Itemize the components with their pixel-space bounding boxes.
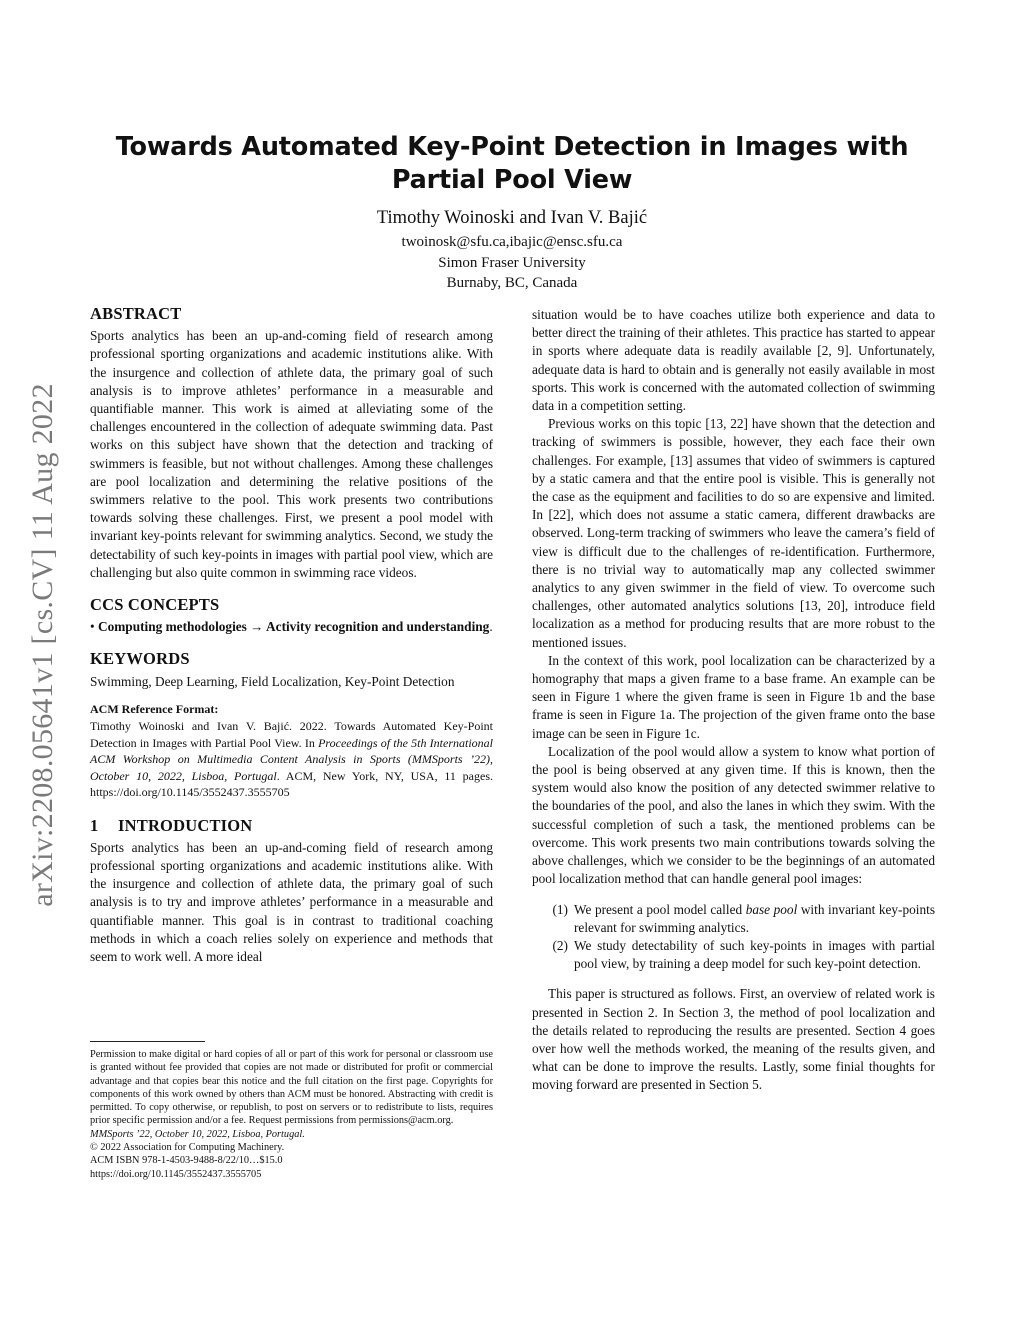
copyright-line: © 2022 Association for Computing Machinery. <box>90 1142 285 1154</box>
right-column <box>532 306 935 1095</box>
conference-name: MMSports ’22, October 10, 2022, Lisboa, Portugal. <box>90 1128 305 1140</box>
ccs-bullet: • <box>90 619 95 635</box>
ccs-concepts <box>90 618 493 636</box>
acm-ref-text <box>90 718 493 801</box>
copyright-footnote <box>90 1041 493 1181</box>
ccs-heading: CCS CONCEPTS <box>90 595 220 615</box>
intro-paragraph-1-continued: situation would be to have coaches utilize both experience and data to better direct the training of their athletes. This practice has started to appear in sports where adequate data is readily available [2, 9]. Unfortunately, adequate data is hard to obtain and is generally not easily available in most sports. This work is concerned with the automated collection of swimming data in a competition setting. <box>532 307 935 414</box>
author-email: twoinosk@sfu.ca,ibajic@ensc.sfu.ca <box>401 234 623 250</box>
contribution-number: (1) <box>552 901 568 917</box>
keywords-heading: KEYWORDS <box>90 649 190 669</box>
contributions-list <box>532 901 935 974</box>
acm-ref-heading: ACM Reference Format: <box>90 701 219 716</box>
paper-title: Towards Automated Key-Point Detection in Images with Partial Pool View <box>115 132 909 195</box>
footnote-rule <box>90 1041 205 1042</box>
affiliation <box>80 232 944 294</box>
conference-info <box>90 1128 493 1141</box>
acm-ref-venue: Proceedings of the 5th International ACM Workshop on Multimedia Content Analysis in Sports (MMSports ’22), October 10, 2022, Lisboa, Portugal <box>90 735 493 783</box>
abstract-heading: ABSTRACT <box>90 304 182 323</box>
contribution-item <box>532 937 935 973</box>
abstract-text: Sports analytics has been an up-and-coming field of research among professional sporting organizations and academic institutions alike. With the insurgence and collection of athlete data, the primary goal of such analysis is to improve athletes’ performance in a measurable and quantifiable manner. This work is aimed at alleviating some of the challenges encountered in the collection of adequate swimming data. Past works on this subject have shown that the detection and tracking of swimmers is feasible, but not without challenges. Among these challenges are pool localization and determining the relative positions of the swimmers relative to the pool. This work presents two contributions towards solving these challenges. First, we present a pool model with invariant key-points relevant for swimming analytics. Second, we study the detectability of such key-points in images with partial pool view, which are challenging but also quite common in swimming race videos. <box>90 328 493 580</box>
ccs-end: . <box>489 619 493 635</box>
intro-title: INTRODUCTION <box>118 815 253 835</box>
intro-paragraph-3: In the context of this work, pool localization can be characterized by a homography that maps a given frame to a base frame. An example can be seen in Figure 1 where the given frame is seen in Figure 1b and the base frame is seen in Figure 1a. The projection of the given frame onto the base image can be seen in Figure 1c. <box>532 652 935 741</box>
contribution-text: We present a pool model called base pool with invariant key-points relevant for swimming analytics. <box>574 901 935 935</box>
keywords-text: Swimming, Deep Learning, Field Localization, Key-Point Detection <box>90 673 455 689</box>
intro-paragraph-2: Previous works on this topic [13, 22] have shown that the detection and tracking of swimmers is possible, however, they each face their own challenges. For example, [13] assumes that video of swimmers is captured by a static camera and that the entire pool is visible. This is generally not the case as the equipment and facilities to do so are expensive and limited. In [22], which does not assume a static camera, different drawbacks are observed. Long-term tracking of swimmers who leave the camera’s field of view is difficult due to the challenges of re-identification. Furthermore, there is no trivial way to automatically map any collected swimmer analytics to any given swimmer in the field of view. To overcome such challenges, other automated analytics solutions [13, 20], introduce field localization as a method for producing results that are more robust to the mentioned issues. <box>532 416 935 650</box>
left-column <box>90 305 493 966</box>
doi-link[interactable]: https://doi.org/10.1145/3552437.3555705 <box>90 1168 262 1180</box>
intro-number: 1 <box>90 815 99 835</box>
isbn-line: ACM ISBN 978-1-4503-9488-8/22/10…$15.0 <box>90 1155 283 1167</box>
intro-paragraph-1: Sports analytics has been an up-and-coming field of research among professional sporting organizations and academic institutions alike. With the insurgence and collection of athlete data, the primary goal of such analysis is to try and improve athletes’ performance in a measurable and quantifiable manner. This goal is in contrast to traditional coaching methods in which a coach relies solely on experience and methods that seem to work well. A more ideal <box>90 839 493 964</box>
arxiv-stamp <box>8 345 78 945</box>
location: Burnaby, BC, Canada <box>446 275 578 291</box>
contribution-item <box>532 901 935 937</box>
permission-notice: Permission to make digital or hard copies of all or part of this work for personal or classroom use is granted without fee provided that copies are not made or distributed for profit or commercial advantage and that copies bear this notice and the full citation on the first page. Copyrights for components of this work owned by others than ACM must be honored. Abstracting with credit is permitted. To copy otherwise, or republish, to post on servers or to redistribute to lists, requires prior specific permission and/or a fee. Request permissions from permissions@acm.org. <box>90 1049 493 1127</box>
acm-ref-tail: . ACM, New York, NY, USA, 11 pages. https://doi.org/10.1145/3552437.3555705 <box>90 768 493 800</box>
authors: Timothy Woinoski and Ivan V. Bajić <box>376 208 648 228</box>
contribution-text: We study detectability of such key-points in images with partial pool view, by training a deep model for such key-point detection. <box>574 937 935 972</box>
intro-heading <box>90 817 493 835</box>
contribution-number: (2) <box>552 937 568 953</box>
acm-ref-lead: Timothy Woinoski and Ivan V. Bajić. 2022. Towards Automated Key-Point Detection in Images with Partial Pool View. In <box>90 719 493 750</box>
university: Simon Fraser University <box>438 254 586 271</box>
arxiv-id: arXiv:2208.05641v1 [cs.CV] 11 Aug 2022 <box>26 383 59 907</box>
intro-paragraph-5: This paper is structured as follows. First, an overview of related work is presented in Section 2. In Section 3, the method of pool localization and the details related to reproducing the results are presented. Section 4 goes over how well the methods worked, the meaning of the results given, and what can be done to improve the results. Lastly, some finial thoughts for moving forward are presented in Section 5. <box>532 986 935 1093</box>
ccs-concept: Computing methodologies → Activity recognition and understanding <box>97 619 490 635</box>
intro-paragraph-4: Localization of the pool would allow a system to know what portion of the pool is being observed at any given time. If this is known, then the system would also know the position of any detected swimmer relative to the boundaries of the pool, and also the lanes in which they swim. With the successful completion of such a task, the mentioned problems can be overcome. This work presents two main contributions towards solving the above challenges, which we consider to be the beginnings of an automated pool localization method that can handle general pool images: <box>532 743 935 887</box>
